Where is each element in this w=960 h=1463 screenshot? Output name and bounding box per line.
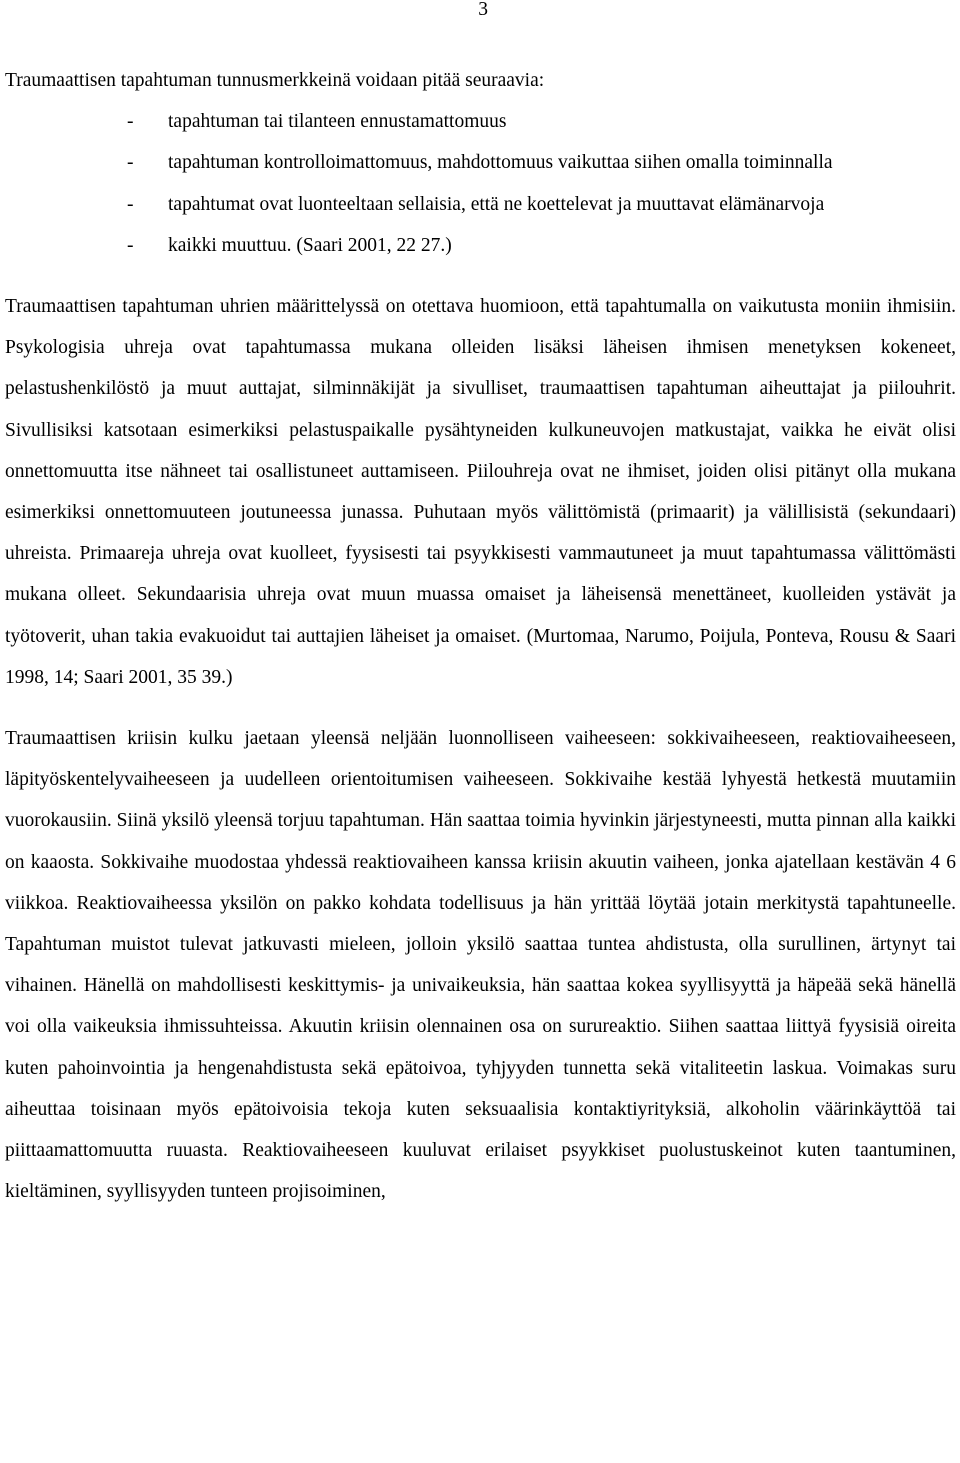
list-item-text: tapahtuman tai tilanteen ennustamattomuus xyxy=(168,111,507,133)
page-content xyxy=(5,60,956,1212)
list-item xyxy=(5,142,956,183)
list-item xyxy=(5,184,956,225)
list-dash: - xyxy=(127,234,134,256)
list-dash: - xyxy=(127,193,134,215)
list-dash: - xyxy=(127,111,134,133)
intro-line: Traumaattisen tapahtuman tunnusmerkkeinä voidaan pitää seuraavia: xyxy=(5,70,545,91)
list-item xyxy=(5,225,956,266)
paragraph-gap xyxy=(5,698,956,718)
list-item-text: tapahtumat ovat luonteeltaan sellaisia, että ne koettelevat ja muuttavat elämänarvoja xyxy=(168,193,825,215)
page-number: 3 xyxy=(478,0,488,20)
list-dash: - xyxy=(127,152,134,174)
list-item xyxy=(5,101,956,142)
criteria-list xyxy=(5,101,956,266)
victims-paragraph: Traumaattisen tapahtuman uhrien määrittelyssä on otettava huomioon, että tapahtumalla on vaikutusta moniin ihmisiin. Psykologisia uhreja ovat tapahtumassa mukana olleiden lisäksi läheisen ihmisen menetyksen kokeneet, pelastushenkilöstö ja muut auttajat, silminnäkijät ja sivulliset, traumaattisen tapahtuman aiheuttajat ja piilouhrit. Sivullisiksi katsotaan esimerkiksi pelastuspaikalle pysähtyneiden kulkuneuvojen matkustajat, vaikka he eivät olisi onnettomuutta itse nähneet tai osallistuneet auttamiseen. Piilouhreja ovat ne ihmiset, joiden olisi pitänyt olla mukana esimerkiksi onnettomuuteen joutuneessa junassa. Puhutaan myös välittömistä (primaarit) ja välillisistä (sekundaari) uhreista. Primaareja uhreja ovat kuolleet, fyysisesti tai psyykkisesti vammautuneet ja muut tapahtumassa välittömästi mukana olleet. Sekundaarisia uhreja ovat muun muassa omaiset ja läheisensä menettäneet, kuolleiden ystävät ja työtoverit, uhan takia evakuoidut tai auttajien läheiset ja omaiset. (Murtomaa, Narumo, Poijula, Ponteva, Rousu & Saari 1998, 14; Saari 2001, 35 39.) xyxy=(5,296,956,688)
paragraph-gap xyxy=(5,266,956,286)
list-item-text: tapahtuman kontrolloimattomuus, mahdottomuus vaikuttaa siihen omalla toiminnalla xyxy=(168,152,833,174)
crisis-phases-paragraph: Traumaattisen kriisin kulku jaetaan yleensä neljään luonnolliseen vaiheeseen: sokkivaiheeseen, reaktiovaiheeseen, läpityöskentelyvaiheeseen ja uudelleen orientoitumisen vaiheeseen. Sokkivaihe kestää lyhyestä hetkestä muutamiin vuorokausiin. Siinä yksilö yleensä torjuu tapahtuman. Hän saattaa toimia hyvinkin järjestyneesti, mutta pinnan alla kaikki on kaaosta. Sokkivaihe muodostaa yhdessä reaktiovaiheen kanssa kriisin akuutin vaiheen, jonka ajatellaan kestävän 4 6 viikkoa. Reaktiovaiheessa yksilön on pakko kohdata todellisuus ja hän yrittää löytää jotain merkitystä tapahtuneelle. Tapahtuman muistot tulevat jatkuvasti mieleen, jolloin yksilö saattaa tuntea ahdistusta, olla surullinen, ärtynyt tai vihainen. Hänellä on mahdollisesti keskittymis- ja univaikeuksia, hän saattaa kokea syyllisyyttä ja häpeää sekä hänellä voi olla vaikeuksia ihmissuhteissa. Akuutin kriisin olennainen osa on surureaktio. Siihen saattaa liittyä fyysisiä oireita kuten pahoinvointia ja hengenahdistusta sekä epätoivoa, tyhjyyden tunnetta sekä vitaliteetin laskua. Voimakas suru aiheuttaa toisinaan myös epätoivoisia tekoja kuten seksuaalisia kontaktiyrityksiä, alkoholin väärinkäyttöä tai piittaamattomuutta ruuasta. Reaktiovaiheeseen kuuluvat erilaiset psyykkiset puolustuskeinot kuten taantuminen, kieltäminen, syyllisyyden tunteen projisoiminen, xyxy=(5,728,956,1203)
list-item-text: kaikki muuttuu. (Saari 2001, 22 27.) xyxy=(168,234,452,256)
